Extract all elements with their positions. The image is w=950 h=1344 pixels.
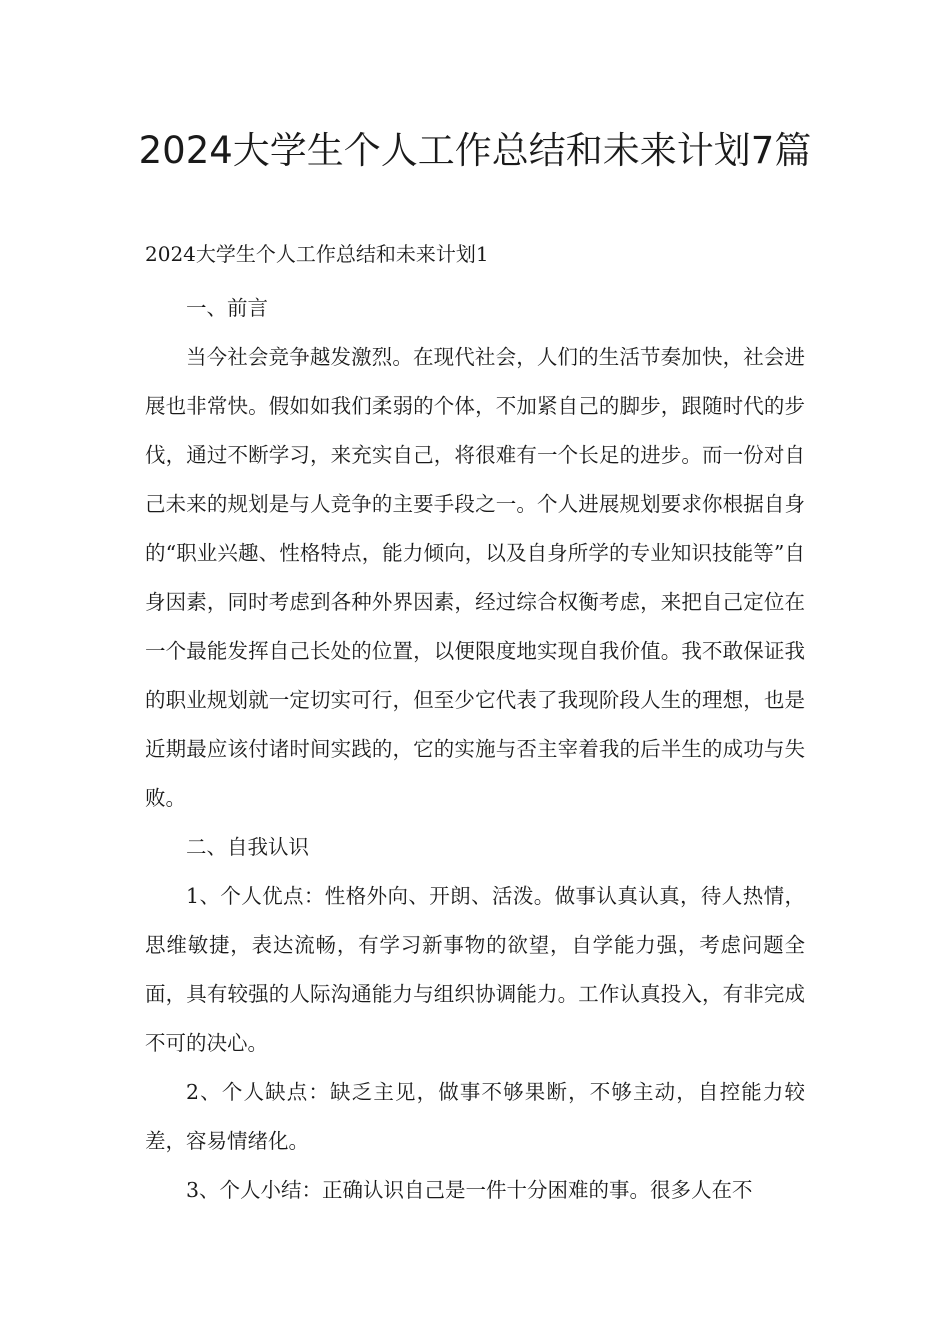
paragraph-preface: 当今社会竞争越发激烈。在现代社会，人们的生活节奏加快，社会进展也非常快。假如如我们柔弱的个体，不加紧自己的脚步，跟随时代的步伐，通过不断学习，来充实自己，将很难有一个长足的进步。而一份对自己未来的规划是与人竞争的主要手段之一。个人进展规划要求你根据自身的“职业兴趣、性格特点，能力倾向，以及自身所学的专业知识技能等”自身因素，同时考虑到各种外界因素，经过综合权衡考虑，来把自己定位在一个最能发挥自己长处的位置，以便限度地实现自我价值。我不敢保证我的职业规划就一定切实可行，但至少它代表了我现阶段人生的理想，也是近期最应该付诸时间实践的，它的实施与否主宰着我的后半生的成功与失败。 xyxy=(145,345,805,810)
section-heading: 2024大学生个人工作总结和未来计划1 xyxy=(145,242,489,266)
heading-self-knowledge: 二、自我认识 xyxy=(186,835,309,859)
paragraph-summary: 3、个人小结：正确认识自己是一件十分困难的事。很多人在不 xyxy=(186,1178,753,1202)
paragraph-strengths: 1、个人优点：性格外向、开朗、活泼。做事认真认真，待人热情，思维敏捷，表达流畅，有学习新事物的欲望，自学能力强，考虑问题全面，具有较强的人际沟通能力与组织协调能力。工作认真投入，有非完成不可的决心。 xyxy=(145,884,805,1055)
document-body xyxy=(145,284,805,1215)
document-title: 2024大学生个人工作总结和未来计划7篇 xyxy=(138,129,812,172)
heading-preface: 一、前言 xyxy=(186,296,268,320)
paragraph-weaknesses: 2、个人缺点：缺乏主见，做事不够果断，不够主动，自控能力较差，容易情绪化。 xyxy=(145,1080,805,1153)
